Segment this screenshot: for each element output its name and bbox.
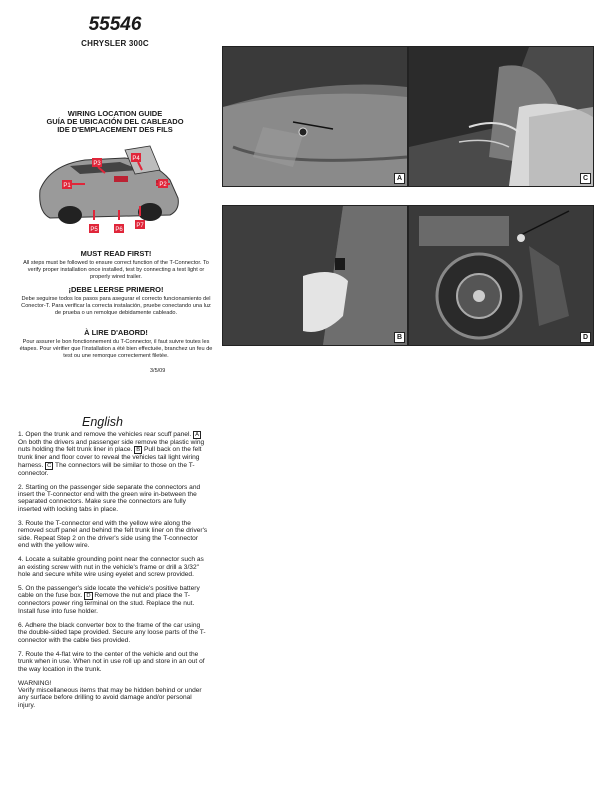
- photo-d-label: D: [580, 332, 591, 343]
- guide-title-en: WIRING LOCATION GUIDE: [67, 109, 163, 118]
- guide-title-fr: IDE D'EMPLACEMENT DES FILS: [57, 125, 173, 134]
- photo-a: [222, 46, 408, 187]
- photo-a-label: A: [394, 173, 405, 184]
- photo-b: [222, 205, 408, 346]
- must-read-en: [18, 249, 214, 282]
- must-read-heading-es: ¡DEBE LEERSE PRIMERO!: [68, 285, 164, 294]
- step-5: 5. On the passenger's side locate the vehicle's positive battery cable on the fuse box. D Remove the nut and place the T-connectors power ring terminal on the stud. Replace the nut. Install fuse into fuse holder.: [18, 585, 200, 615]
- must-read-text-es: Debe seguirse todos los pasos para asegurar el correcto funcionamiento del Conector-T. Para verificar la correcta instalación, pruebe conectando una luz de prueba o un remolque debidamente cableado.: [21, 296, 211, 317]
- marker-p2-label: P2: [159, 182, 167, 188]
- photo-c-label: C: [580, 173, 591, 184]
- step-2: 2. Starting on the passenger side separate the connectors and insert the T-connector end with the green wire in-between the separated connectors. Make sure the connectors are fully inserted with locking tabs in place.: [18, 483, 201, 513]
- marker-p5-label: P5: [90, 227, 98, 233]
- wheel-front: [58, 206, 82, 224]
- marker-p4-label: P4: [132, 156, 140, 162]
- step-1: 1. Open the trunk and remove the vehicles rear scuff panel. A On both the drivers and passenger side remove the plastic wing nuts holding the felt trunk liner in place. B Pull back on the felt trunk liner and floor cover to reveal the vehicles tail light wiring harness. C The connectors will be similar to those on the T-connector.: [18, 431, 205, 477]
- instruction-steps: [18, 431, 208, 709]
- photo-ref-c: C: [47, 462, 52, 469]
- guide-title-es: GUÍA DE UBICACIÓN DEL CABLEADO: [46, 117, 184, 126]
- must-read-heading-fr: À LIRE D'ABORD!: [84, 328, 148, 337]
- must-read-text-fr: Pour assurer le bon fonctionnement du T-Connector, il faut suivre toutes les étapes. Pour vérifier que l'installation a été bien effectuée, branchez un feu de test ou une remorque correctement filetée.: [19, 339, 213, 360]
- photo-ref-a: A: [195, 432, 199, 438]
- warning-text: Verify miscellaneous items that may be hidden behind or under any surface before drilling to avoid damage and/or personal injury.: [18, 687, 202, 709]
- marker-p3-label: P3: [93, 161, 101, 167]
- must-read-heading-en: MUST READ FIRST!: [80, 249, 152, 258]
- step-3: 3. Route the T-connector end with the yellow wire along the removed scuff panel and behind the felt trunk liner on the driver's side. Repeat Step 2 on the driver's side using the T-connector end with the yellow wire.: [18, 520, 208, 549]
- instructions-title: English: [82, 415, 123, 429]
- marker-p2: [156, 179, 170, 188]
- vehicle-rear-diagram: [30, 140, 190, 240]
- warning-title: WARNING!: [18, 679, 52, 687]
- tail-light-left: [114, 176, 128, 182]
- must-read-fr: [18, 328, 214, 361]
- step-7: 7. Route the 4-flat wire to the center of the vehicle and out the trunk when in use. When not in use roll up and store in an out of the way location in the trunk.: [18, 650, 205, 673]
- marker-p7-label: P7: [136, 223, 144, 229]
- step-6: 6. Adhere the black converter box to the frame of the car using the double-sided tape provided. Secure any loose parts of the T-connector with the cable ties provided.: [18, 622, 206, 644]
- must-read-text-en: All steps must be followed to ensure correct function of the T-Connector. To verify proper installation once installed, test by connecting a test light or properly wired trailer.: [23, 260, 209, 281]
- photo-b-label: B: [394, 332, 405, 343]
- vehicle-name: CHRYSLER 300C: [81, 39, 149, 48]
- part-number: 55546: [88, 14, 142, 35]
- photo-c: [408, 46, 594, 187]
- photo-ref-b: B: [136, 447, 141, 454]
- revision-date: 3/5/09: [150, 368, 166, 374]
- warning: [18, 680, 208, 709]
- must-read-es: [18, 285, 214, 318]
- step-4: 4. Locate a suitable grounding point near the connector such as an existing screw with nut in the vehicle's frame or drill a 3/32" hole and secure white wire using eyelet and screw provided.: [18, 556, 204, 578]
- marker-p6-label: P6: [115, 227, 123, 233]
- wheel-rear: [138, 203, 162, 221]
- photo-ref-d: D: [86, 593, 91, 600]
- photo-d: [408, 205, 594, 346]
- marker-p1-label: P1: [63, 183, 71, 189]
